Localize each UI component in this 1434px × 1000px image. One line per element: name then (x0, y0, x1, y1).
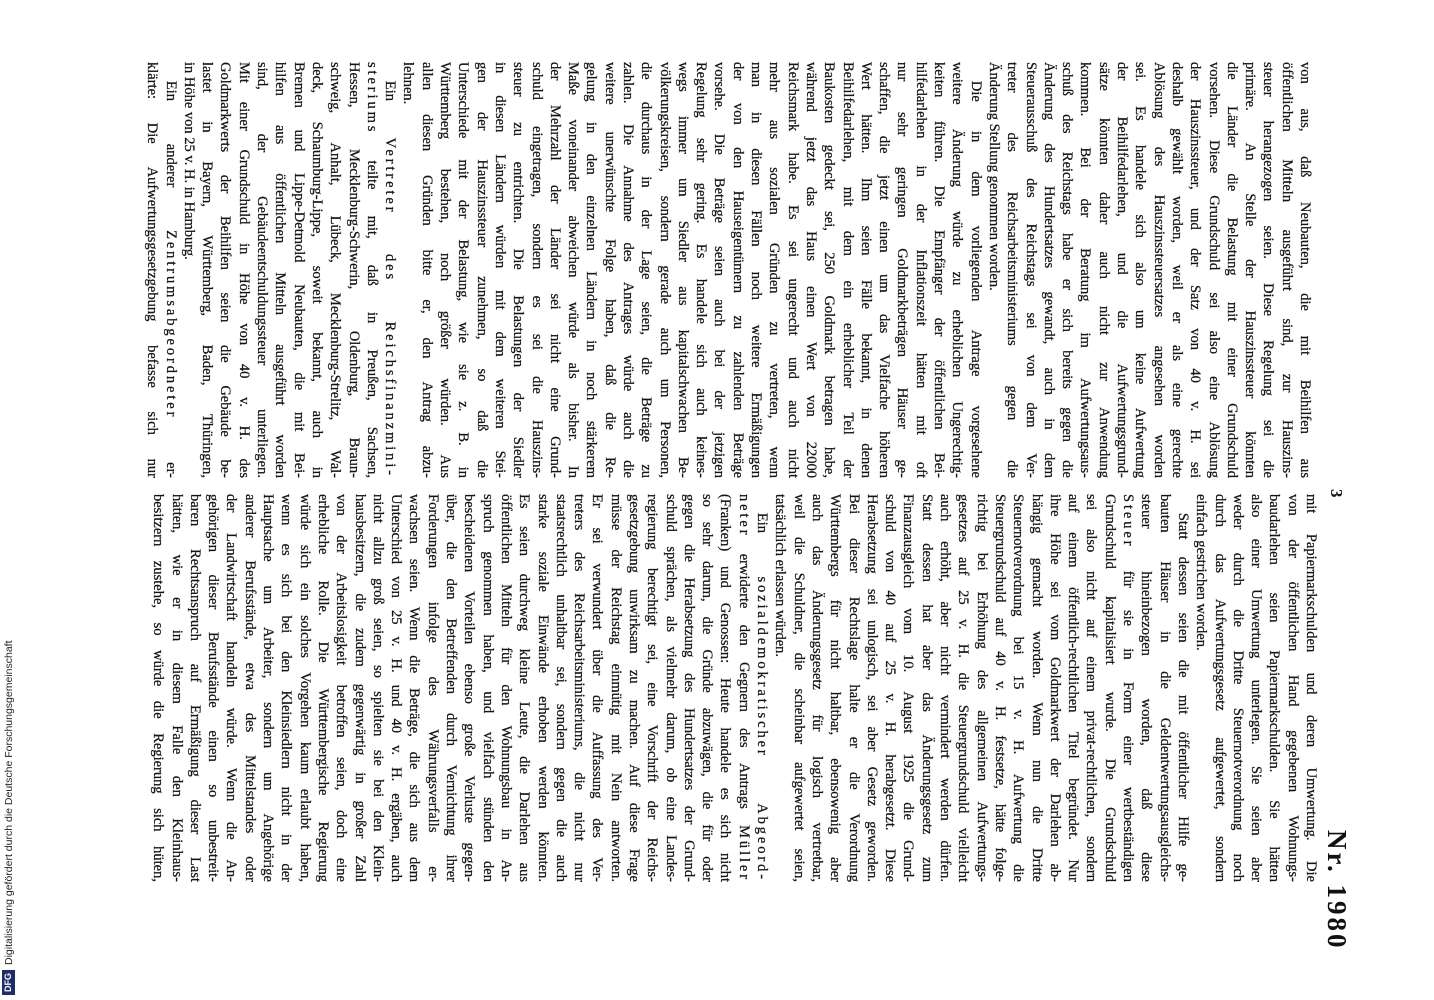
text-line: schuß des Reichstags habe er sich bereits gegen die (1059, 62, 1076, 478)
text-line: die Länder die Belastung mit einer Grundschuld (1223, 62, 1240, 478)
text-line: mehr aus sozialen Gründen zu vertreten, wenn (766, 62, 783, 478)
text-line: vorsehe. Die Beträge seien auch bei der jetzigen (711, 62, 728, 478)
text-line: deck, Schaumburg-Lippe, soweit bekannt, auch in (308, 62, 325, 478)
text-line (753, 494, 771, 882)
text-line: wachsen seien. Wenn die Beträge, die sich aus dem (406, 494, 423, 882)
text-line: Er sei verwundert über die Auffassung des Ver- (589, 494, 606, 882)
text-line: steuer hineinbezogen worden, daß diese (1138, 494, 1155, 882)
text-line: in Höhe von 25 v. H. in Hamburg. (180, 62, 197, 260)
text-line: Herabsetzung sei unlogisch, sei aber Gesetz geworden. (863, 494, 880, 882)
text-line: Bei dieser Rechtslage halte er die Verordnung (845, 494, 862, 882)
text-line: weitere unerwünschte Folge haben, daß die Re- (601, 62, 618, 478)
text-line: starke soziale Einwände erhoben werden könnten. (534, 494, 551, 882)
text-line: kommen. Bei der Beratung im Aufwertungsaus- (1077, 62, 1094, 478)
text-line: nicht allzu groß seien, so spielten sie bei den Klein- (369, 494, 386, 882)
text-run: Ein (754, 512, 771, 577)
text-line: Wert hätten. Ihm seien Fälle bekannt, in denen (857, 62, 874, 478)
text-line: Unterschied von 25 v. H. und 40 v. H. ergäben, auch (388, 494, 405, 882)
text-line: öffentlichen Mitteln für den Wohnungsbau in An- (497, 494, 514, 882)
text-run: erwiderte den Gegnern des Antrags (735, 537, 752, 826)
text-line: richtig bei Erhöhung des allgemeinen Aufwertungs- (973, 494, 990, 882)
text-line: sei also nicht auf einem privat-rechtlichen, sondern (1083, 494, 1100, 882)
paragraph (180, 62, 400, 478)
text-line: Württembergs für nicht haltbar, ebensowenig aber (827, 494, 844, 882)
text-line: Bremen und Lippe-Detmold Neubauten, die mit Bei- (290, 62, 307, 478)
text-line: erhebliche Rolle. Die Württembergische Regierung (314, 494, 331, 882)
text-run: Ein (382, 80, 399, 138)
text-line: allen diesen Gründen bitte er, den Antrag abzu- (418, 62, 435, 478)
text-line: einfach gestrichen worden. (1193, 494, 1210, 651)
paragraph (143, 62, 180, 478)
text-line: man in diesen Fällen noch weitere Ermäßigungen (748, 62, 765, 478)
text-line: gesetzgebung unwirksam zu machen. Auf diese Frage (626, 494, 643, 882)
text-line: wenn es sich bei den Kleinsiedlern nicht in der (278, 494, 295, 882)
text-line: auf einem öffentlich-rechtlichen Titel begründet. Nur (1065, 494, 1082, 882)
text-line: Hessen, Mecklenburg-Schwerin, Oldenburg, Braun- (345, 62, 362, 478)
text-line: hilfen aus öffentlichen Mitteln ausgeführt worden (272, 62, 289, 478)
text-line: besitzern zustehe, so würde die Regierung sich hüten, (150, 494, 167, 882)
text-line: regierung berechtigt sei, eine Vorschrift der Reichs- (644, 494, 661, 882)
text-line: weitere Änderung würde zu erheblichen Ungerechtig- (949, 62, 966, 478)
spaced-text: sozialdemokratischer Abgeord- (754, 576, 771, 882)
text-line: durch das Aufwertungsgesetz aufgewertet, sondern (1211, 494, 1228, 882)
text-line: Änderung Stellung genommen worden. (985, 62, 1002, 291)
text-line: tatsächlich erlassen würden. (772, 494, 789, 658)
text-line: der Mehrzahl der Länder sei nicht eine Grund- (546, 62, 563, 478)
text-line: Maße voneinander abweichen würde als bisher. In (565, 62, 582, 478)
text-line: treters des Reichsarbeitsministeriums, die nicht nur (571, 494, 588, 882)
text-line: gehörigen dieser Berufsstände einen so unbestreit- (205, 494, 222, 882)
text-column-right (149, 494, 1320, 882)
text-line: bescheidenen Vorteilen ebenso große Verluste gegen- (461, 494, 478, 882)
text-line: über, die den Betreffenden durch Vernichtung ihrer (443, 494, 460, 882)
text-line: steuer herangezogen seien. Diese Regelung sei die (1260, 62, 1277, 478)
paragraph (149, 494, 771, 882)
text-line: der Landwirtschaft handeln würde. Wenn die An- (223, 494, 240, 882)
text-line: würde sich ein solches Vorgehen kaum erlaubt haben, (296, 494, 313, 882)
text-line: lastet in Bayern, Württemberg, Baden, Thüringen, (199, 62, 216, 478)
text-line: hausbesitzern, die zudem gegenwärtig in großer Zahl (351, 494, 368, 882)
digitization-credit-text: Digitalisierung gefördert durch die Deutsche Forschungsgemeinschaft (2, 640, 15, 965)
text-line: Statt dessen seien die mit öffentlicher Hilfe ge- (1174, 512, 1191, 882)
text-line: von der öffentlichen Hand gegebenen Wohnungs- (1284, 494, 1301, 882)
text-line (381, 62, 399, 478)
text-line: die durchaus in der Lage seien, die Beträge zu (638, 62, 655, 478)
text-line: also einer Umwertung unterlegen. Sie seien aber (1248, 494, 1265, 882)
text-line: Grundschuld kapitalisiert wurde. Die Grundschuld (1101, 494, 1118, 882)
text-line: bauten Häuser in die Geldentwertungsausgleichs- (1156, 494, 1173, 882)
page-number: 3 (1327, 489, 1346, 498)
text-line: Regelung sehr gering. Es handele sich auch keines- (693, 62, 710, 478)
text-line: sei. Es handele sich also um keine Aufwertung (1132, 62, 1149, 478)
text-line: schuld sprächen, als vielmehr darum, ob eine Landes- (662, 494, 679, 882)
spaced-text: Vertreter des Reichsfinanzmini- (382, 137, 399, 478)
text-line: hilfedarlehen in der Inflationszeit hätten mit oft (912, 62, 929, 478)
digitization-credit (1, 565, 16, 995)
text-line: Ablösung des Hauszinssteuersatzes angesehen worden (1150, 62, 1167, 478)
text-line: hätten, wie er in diesem Falle den Kleinhaus- (168, 494, 185, 882)
text-run: teilte mit, daß in Preußen, Sachsen, (363, 134, 380, 478)
text-line: mit Papiermarkschulden und deren Umwertung. Die (1303, 494, 1319, 882)
text-line: Die in dem vorliegenden Antrage vorgesehene (967, 80, 984, 478)
spaced-text: neter (735, 494, 752, 538)
text-line: vorsehen. Diese Grundschuld sei also eine Ablösung (1205, 62, 1222, 478)
text-line: von aus, daß Neubauten, die mit Beihilfen aus (1297, 62, 1313, 478)
text-line: staatsrechtlich unhaltbar sei, sondern gegen die auch (552, 494, 569, 882)
text-column-left (143, 62, 1314, 478)
text-line (1119, 494, 1137, 882)
text-line: keiten führen. Die Empfänger der öffentlichen Bei- (931, 62, 948, 478)
text-line: Steuernotverordnung bei 15 v. H. Aufwertung die (1010, 494, 1027, 882)
text-line: sind, der Gebäudeentschuldungssteuer unterliegen. (254, 62, 271, 478)
text-line: nur sehr geringen Goldmarkbeträgen Häuser ge- (894, 62, 911, 478)
text-line: auch das Änderungsgesetz für logisch vertretbar, (808, 494, 825, 882)
text-run: für sie in Form einer wertbeständigen (1120, 548, 1137, 882)
text-line: Hauptsache um Arbeiter, sondern um Angehörige (260, 494, 277, 882)
text-line: Württemberg bestehen, noch größer würden. Aus (437, 62, 454, 478)
text-line: weil die Schuldner, die scheinbar aufgewertet seien, (790, 494, 807, 882)
text-line: völkerungskreisen, sondern gerade auch um Personen, (656, 62, 673, 478)
text-line: gesetzes auf 25 v. H. die Steuergrundschuld vielleicht (955, 494, 972, 882)
paragraph (1192, 494, 1320, 882)
spaced-text: steriums (363, 62, 380, 135)
text-line: wegs immer um Siedler aus kapitalschwachen Be- (674, 62, 691, 478)
text-line: Steuerausschuß des Reichstags sei von dem Ver- (1022, 62, 1039, 478)
text-line: baudarlehen seien Papiermarkschulden. Sie hätten (1266, 494, 1283, 882)
text-line: in diesen Ländern würden mit dem weiteren Stei- (491, 62, 508, 478)
text-line: Änderung des Hundertsatzes gewandt, auch in dem (1040, 62, 1057, 478)
text-line: der Hauszinssteuer, und der Satz von 40 v. H. sei (1187, 62, 1204, 478)
text-run: er- (162, 419, 179, 478)
text-line: Es seien durchweg kleine Leute, die Darlehen aus (516, 494, 533, 882)
text-line: Forderungen infolge des Währungsverfalls er- (424, 494, 441, 882)
text-line: gegen die Herabsetzung des Hundertsatzes der Grund- (680, 494, 697, 882)
text-line: auch erhöht, aber nicht vermindert werden dürfen. (937, 494, 954, 882)
text-line: baren Rechtsanspruch auf Ermäßigung dieser Last (186, 494, 203, 882)
text-line: weder durch die Dritte Steuernotverordnung noch (1229, 494, 1246, 882)
text-line: müsse der Reichstag einmütig mit Nein antworten. (607, 494, 624, 882)
text-line (161, 62, 179, 478)
text-line: lehnen. (400, 62, 417, 105)
text-line: Reichsmark habe. Es sei ungerecht und auch nicht (784, 62, 801, 478)
text-line: zahlen. Die Annahme des Antrages würde auch die (620, 62, 637, 478)
text-line: primäre. An Stelle der Hauszinssteuer könnten (1242, 62, 1259, 478)
text-run: Ein anderer (162, 80, 179, 231)
text-line: hängig gemacht worden. Wenn nun die Dritte (1028, 494, 1045, 882)
paragraph (771, 494, 1192, 882)
text-line: deshalb gewählt worden, weil er als eine gerechte (1168, 62, 1185, 478)
text-line: der Beihilfedarlehen, und die Aufwertungsgrund- (1114, 62, 1131, 478)
text-line: schuld von 40 auf 25 v. H. herabgesetzt. Diese (882, 494, 899, 882)
spaced-text: Müller (735, 825, 752, 882)
paragraph (399, 62, 985, 478)
text-line: öffentlichen Mitteln ausgeführt sind, zur Hauszins- (1278, 62, 1295, 478)
text-line: schuld eingetragen, sondern es sei die Hauszins- (528, 62, 545, 478)
text-line: treter des Reichsarbeitsministeriums gegen die (1004, 62, 1021, 478)
text-line: ihre Höhe sei vom Goldmarkwert der Darlehen ab- (1046, 494, 1063, 882)
spaced-text: Zentrumsabgeordneter (162, 230, 179, 420)
text-line: gen der Hauszinssteuer zunehmen, so daß die (473, 62, 490, 478)
paragraph (985, 62, 1314, 478)
text-line: schweig, Anhalt, Lübeck, Mecklenburg-Strelitz, Wal- (327, 62, 344, 478)
text-line: schaffen, die jetzt einen um das Vielfache höheren (876, 62, 893, 478)
text-line: sätze könnten daher auch nicht zur Anwendung (1095, 62, 1112, 478)
text-line: Mit einer Grundschuld in Höhe von 40 v. H. des (235, 62, 252, 478)
text-line: Baukosten gedeckt sei, 250 Goldmark betragen habe, (821, 62, 838, 478)
text-line: Goldmarkwerts der Beihilfen seien die Gebäude be- (217, 62, 234, 478)
text-line: spruch genommen haben, und vielfach stünden den (479, 494, 496, 882)
text-line: Statt dessen hat aber das Änderungsgesetz zum (918, 494, 935, 882)
text-line: steuer zu entrichten. Die Belastungen der Siedler (510, 62, 527, 478)
text-line: Unterschiede mit der Belastung, wie sie z. B. in (455, 62, 472, 478)
spaced-text: Steuer (1120, 494, 1137, 549)
text-line: Beihilfedarlehen, mit dem ein erheblicher Teil der (839, 62, 856, 478)
text-line: von der Arbeitslosigkeit betroffen seien, doch eine (333, 494, 350, 882)
issue-number: Nr. 1980 (1322, 830, 1352, 951)
text-line: Steuergrundschuld auf 40 v. H. festsetze, hätte folge- (991, 494, 1008, 882)
text-line: so sehr darum, die Gründe abzuwägen, die für oder (699, 494, 716, 882)
text-line: klärte: Die Aufwertungsgesetzgebung befasse sich nur (144, 62, 161, 478)
text-line: (Franken) und Genossen: Heute handele es sich nicht (717, 494, 734, 882)
dfg-logo: DFG (2, 970, 15, 995)
text-line: gelung in den einzelnen Ländern in noch stärkerem (583, 62, 600, 478)
text-line: während jetzt das Haus einen Wert von 22000 (802, 62, 819, 478)
text-line: Finanzausgleich vom 10. August 1925 die Grund- (900, 494, 917, 882)
text-line (735, 494, 753, 882)
text-line (363, 62, 381, 478)
text-line: der von den Hauseigentümern zu zahlenden Beträge (729, 62, 746, 478)
text-line: anderer Berufsstände, etwa des Mittelstandes oder (241, 494, 258, 882)
